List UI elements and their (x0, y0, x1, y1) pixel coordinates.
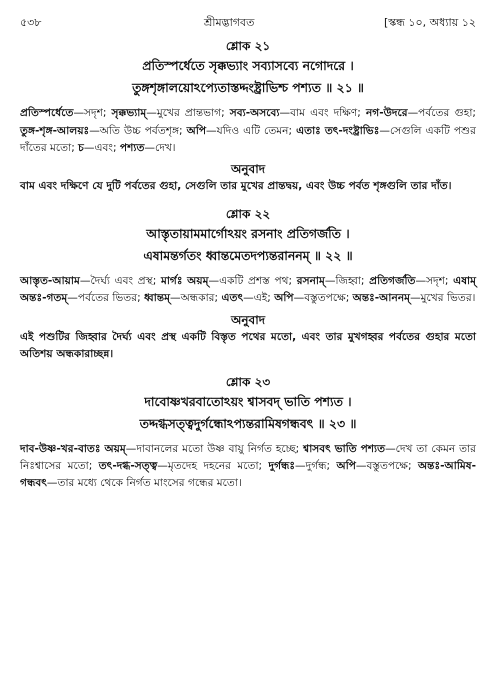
synonym-gloss: —দৈর্ঘ্য এবং প্রস্থ; (79, 275, 161, 288)
synonym-term: ধ্বান্তম্ (144, 292, 171, 305)
synonym-term: অন্তঃ-গতম্ (20, 292, 68, 305)
verse-line: দাবোষ্ণখরবাতোঽয়ং শ্বাসবদ্ ভাতি পশ্যত । (144, 393, 352, 409)
synonym-gloss: —একটি প্রশস্ত পথ; (208, 275, 297, 288)
synonym-term: এষাম্ (453, 275, 476, 288)
synonym-gloss: —সেগুলি একটি পশুর দাঁতের মতো; (20, 124, 476, 154)
synonym-term: এতাঃ (296, 124, 321, 137)
synonym-term: অয়ম্ (187, 275, 209, 288)
synonym-term: শ্বাসবৎ (303, 442, 331, 455)
synonym-term: সৃক্কভ্যাম্ (111, 107, 147, 120)
book-title: শ্রীমদ্ভাগবত (204, 16, 255, 29)
verse-heading: শ্লোক ২২ (225, 206, 271, 221)
synonym-term: সব্য-অসব্যে (229, 107, 280, 120)
synonym-term: আস্তৃত-আয়াম (20, 275, 80, 288)
synonym-term: দুর্গন্ধঃ (268, 460, 296, 473)
synonym-gloss: —অতি উচ্চ পর্বতশৃঙ্গ; (89, 124, 187, 137)
synonym-gloss: —এবং; (83, 141, 120, 154)
document-page (20, 14, 476, 493)
synonym-term: অয়ম্ (104, 442, 126, 455)
verse-line: প্রতিস্পর্ধেতে সৃক্কভ্যাং সব্যাসব্যে নগোদরে । (142, 58, 354, 74)
synonym-term: তৎ-দগ্ধ-সত্ত্ব (98, 460, 158, 473)
chapter-reference: [স্কন্ধ ১০, অধ্যায় ১২ (383, 16, 476, 29)
synonym-gloss: —বাম এবং দক্ষিণ; (279, 107, 366, 120)
synonym-term: তুঙ্গ-শৃঙ্গ-আলয়ঃ (20, 124, 90, 137)
verse-line: তদ্দগ্ধসত্ত্বদুর্গন্ধোঽপ্যন্তরামিষগন্ধবৎ ॥ ২৩ ॥ (139, 415, 357, 431)
synonym-term: ভাতি (334, 442, 357, 455)
verse-block (20, 38, 476, 196)
synonym-gloss: —বস্তুতপক্ষে; (355, 460, 418, 473)
verse-line: আস্তৃতায়ামমার্গোঽয়ং রসনাং প্রতিগর্জতি । (146, 226, 350, 242)
verse-heading: শ্লোক ২১ (225, 39, 271, 53)
translation-paragraph: বাম এবং দক্ষিণে যে দুটি পর্বতের গুহা, সেগুলি তার মুখের প্রান্তদ্বয়, এবং উচ্চ পর্বত শৃঙ্গগুলি তার দাঁত। (20, 180, 452, 193)
synonym-gloss: —মুখের প্রান্তভাগ; (146, 107, 230, 120)
verse-block (20, 374, 476, 493)
synonym-term: পশ্যত (360, 442, 386, 455)
running-header (20, 14, 476, 36)
synonym-gloss: —দেখ। (144, 141, 176, 154)
synonym-term: নগ-উদরে (365, 107, 408, 120)
verse-line: তুঙ্গশৃঙ্গালয়োঽপ্যেতাস্তদ্দংষ্ট্রাভিশ্চ পশ্যত ॥ ২১ ॥ (132, 80, 364, 96)
synonym-term: অপি (274, 292, 294, 305)
synonym-term: প্রতিস্পর্ধেতে (20, 107, 74, 120)
synonyms-paragraph (20, 105, 476, 157)
synonym-term: তৎ-দংষ্ট্রাভিঃ (324, 124, 380, 137)
synonym-term: অপি (336, 460, 356, 473)
synonym-gloss: —যদিও এটি তেমন; (206, 124, 297, 137)
synonym-gloss: —পর্বতের গুহা; (407, 107, 476, 120)
translation-paragraph: এই পশুটির জিহ্বার দৈর্ঘ্য এবং প্রস্থ একটি বিস্তৃত পথের মতো, এবং তার মুখগহ্বর পর্বতের গুহার মতো অতিশয় অন্ধকারাচ্ছন্ন। (20, 330, 476, 361)
synonym-gloss: —পর্বতের ভিতর; (67, 292, 145, 305)
synonym-gloss: —সদৃশ; (415, 275, 454, 288)
synonym-gloss: —জিহ্বা; (324, 275, 370, 288)
synonym-gloss: —দাবানলের মতো উষ্ণ বায়ু নির্গত হচ্ছে; (125, 442, 304, 455)
verse-heading: শ্লোক ২৩ (225, 374, 271, 389)
translation-heading: অনুবাদ (230, 312, 266, 327)
verse-line: এষামন্তর্গতং ধ্বান্তমেতদপ্যন্তরাননম্ ॥ ২২ ॥ (143, 248, 353, 264)
page-number: ৫৩৮ (20, 16, 42, 29)
synonym-term: চ (78, 141, 84, 154)
synonym-gloss: —দেখ তা কেমন তার নিঃশ্বাসের মতো; (20, 442, 476, 473)
synonym-gloss: —তার মধ্যে থেকে নির্গত মাংসের গন্ধের মতো। (46, 477, 242, 490)
synonym-term: অপি (186, 124, 207, 137)
synonym-term: এতৎ (221, 292, 244, 305)
verse-block (20, 206, 476, 364)
synonym-term: অন্তঃ-আমিষ-গন্ধবৎ (20, 460, 477, 490)
synonym-gloss: —এই; (243, 292, 275, 305)
synonyms-paragraph (20, 441, 476, 493)
synonym-term: অন্তঃ-আননম্ (352, 292, 411, 305)
synonym-term: দাব-উষ্ণ-খর-বাতঃ (20, 442, 101, 455)
synonym-gloss: —মুখের ভিতর। (410, 292, 476, 305)
synonym-gloss: —সদৃশ; (73, 107, 112, 120)
synonym-gloss: —দুর্গন্ধ; (295, 460, 337, 473)
synonym-term: মার্গঃ (160, 275, 183, 288)
synonym-gloss: —অন্ধকার; (170, 292, 222, 305)
synonym-term: প্রতিগর্জতি (369, 275, 416, 288)
translation-heading: অনুবাদ (230, 162, 266, 177)
synonym-term: পশ্যত (119, 141, 145, 154)
synonyms-paragraph (20, 273, 476, 308)
synonym-term: রসনাম্ (296, 275, 325, 288)
synonym-gloss: —বস্তুতপক্ষে; (293, 292, 353, 305)
synonym-gloss: —মৃতদেহ দহনের মতো; (157, 460, 269, 473)
